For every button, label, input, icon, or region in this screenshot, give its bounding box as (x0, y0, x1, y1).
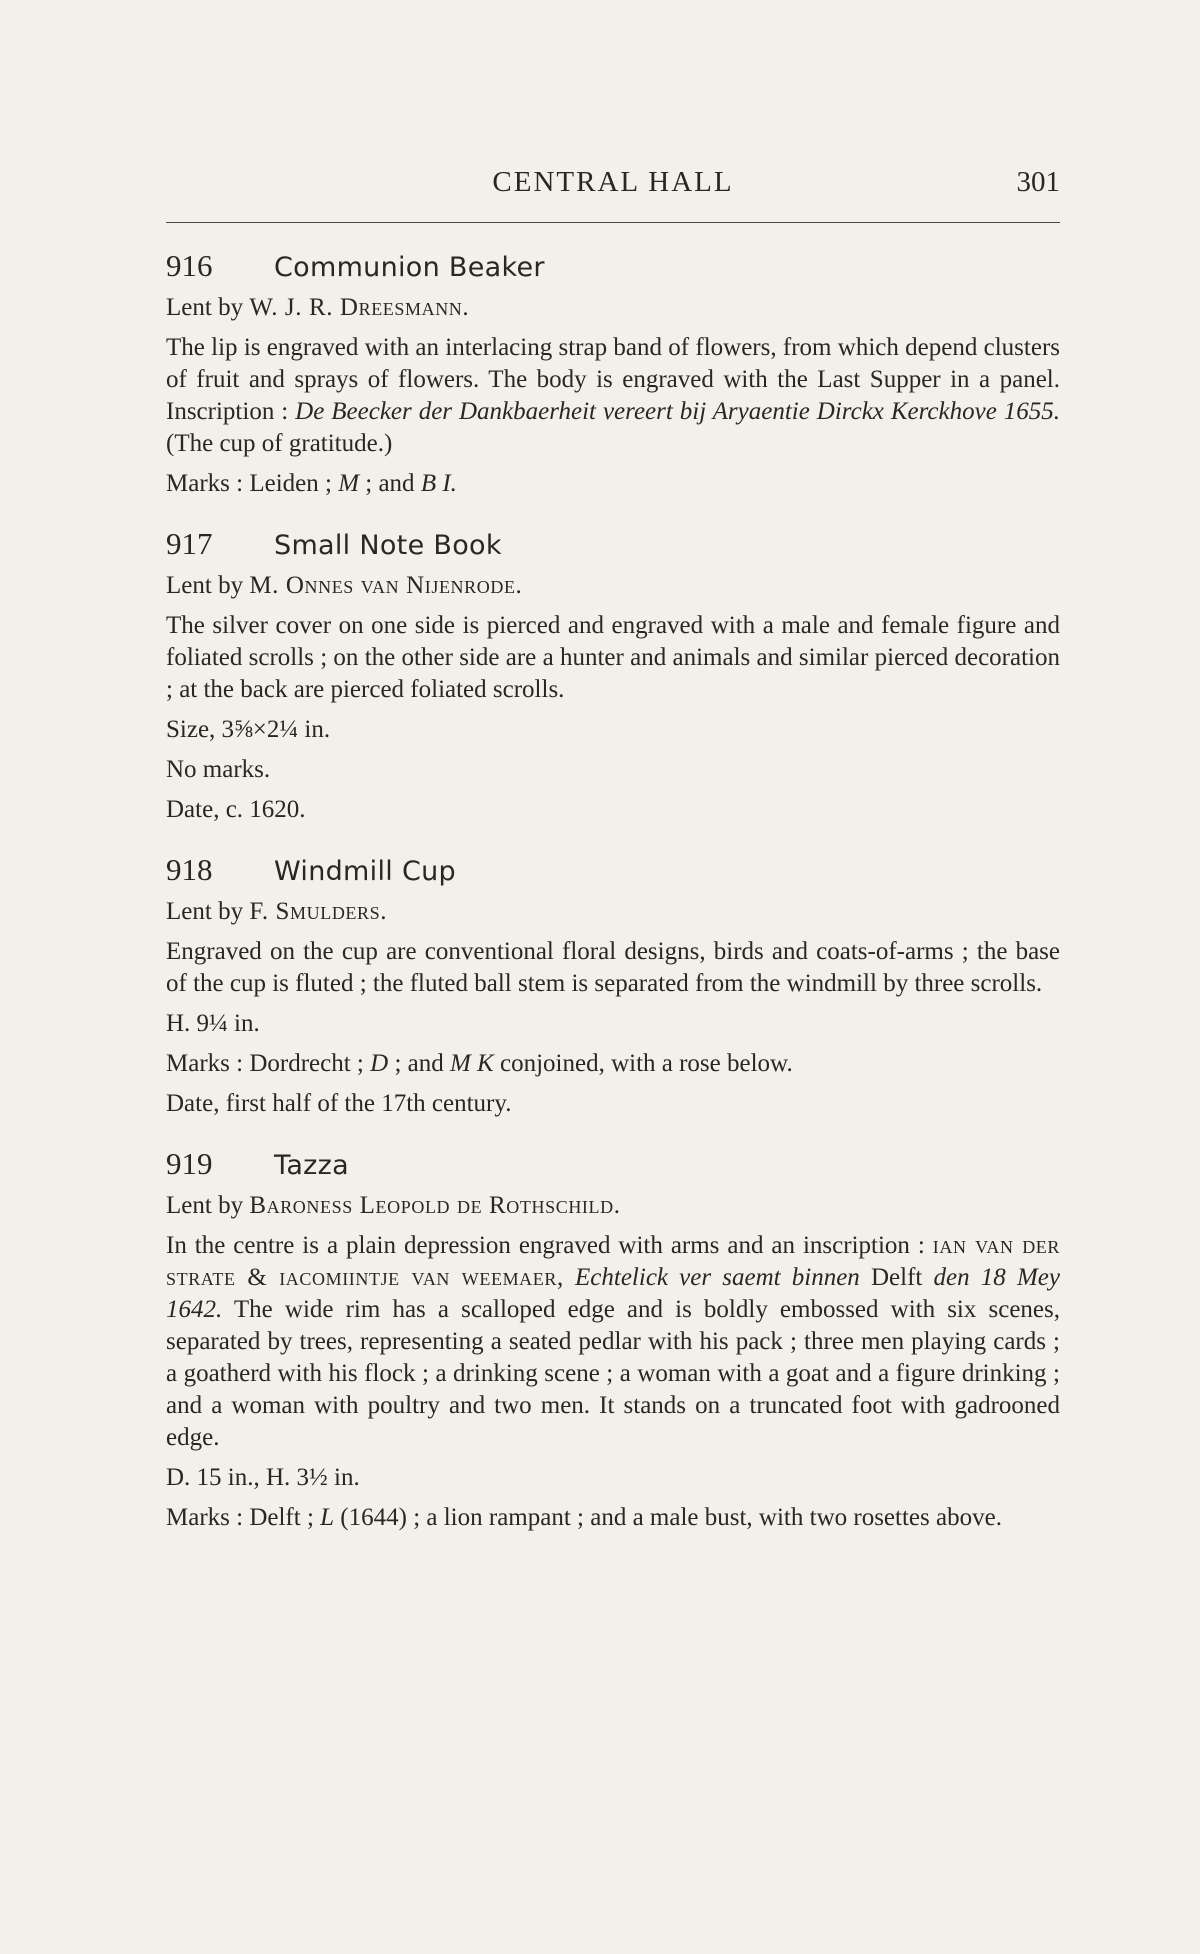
catalogue-entries (166, 246, 1060, 1558)
lender-line (166, 896, 1060, 928)
lender-name: M. Onnes van Nijenrode. (249, 572, 523, 599)
marks-prefix: Marks : Dordrecht ; (166, 1050, 371, 1077)
page-number: 301 (1016, 166, 1060, 198)
marks-prefix: Marks : Leiden ; (166, 470, 339, 497)
entry-description: Engraved on the cup are conventional floral designs, birds and coats-of-arms ; the base of the cup is fluted ; the fluted ball stem is separated from the windmill by three scrolls. (166, 938, 1060, 997)
date-line: Date, first half of the 17th century. (166, 1090, 512, 1117)
marks-line (166, 468, 1060, 500)
mark-initials: B I. (420, 470, 457, 497)
catalogue-entry-918 (166, 850, 1060, 1120)
lender-name: Baroness Leopold de Rothschild. (249, 1192, 621, 1219)
marks-connector: ; and (388, 1050, 450, 1077)
entry-number: 916 (166, 248, 213, 283)
lender-line (166, 570, 1060, 602)
inscription-text: Echtelick ver saemt binnen (563, 1264, 860, 1291)
entry-heading (166, 850, 1060, 892)
lender-name: W. J. R. Dreesmann. (249, 294, 470, 321)
entry-description (166, 332, 1060, 460)
marks-line: No marks. (166, 756, 271, 783)
header-title: CENTRAL HALL (492, 166, 734, 198)
lent-by-label: Lent by (166, 898, 244, 925)
lent-by-label: Lent by (166, 294, 244, 321)
inscription-names: ian van der strate & iacomiintje van weemaer, (166, 1232, 1060, 1291)
inscription-date: den 18 Mey 1642. (166, 1264, 1060, 1323)
mark-letter: D (370, 1050, 389, 1077)
entry-number: 918 (166, 852, 213, 887)
entry-heading (166, 524, 1060, 566)
marks-note: (1644) ; a lion rampant ; and a male bust, with two rosettes above. (334, 1504, 1002, 1531)
entry-title: Communion Beaker (274, 252, 545, 283)
description-text: In the centre is a plain depression engraved with arms and an inscription : (166, 1232, 933, 1259)
size-line: Size, 3⅝×2¼ in. (166, 716, 331, 743)
description-note: (The cup of gratitude.) (166, 430, 393, 457)
date-line: Date, c. 1620. (166, 796, 306, 823)
entry-title: Tazza (274, 1150, 349, 1181)
lender-line (166, 292, 1060, 324)
entry-heading (166, 1144, 1060, 1186)
catalogue-entry-916 (166, 246, 1060, 500)
mark-letter: M (338, 470, 360, 497)
marks-line (166, 1502, 1060, 1534)
lent-by-label: Lent by (166, 1192, 244, 1219)
entry-heading (166, 246, 1060, 288)
description-continued: The wide rim has a scalloped edge and is boldly embossed with six scenes, separated by trees, representing a seated pedlar with his pack ; three men playing cards ; a goatherd with his flock ; a drinking scene ; a woman with a goat and a figure drinking ; and a woman with poultry and two men. It stands on a truncated foot with gadrooned edge. (166, 1296, 1060, 1451)
entry-number: 919 (166, 1146, 213, 1181)
marks-note: conjoined, with a rose below. (493, 1050, 793, 1077)
lender-line (166, 1190, 1060, 1222)
marks-prefix: Marks : Delft ; (166, 1504, 321, 1531)
catalogue-entry-917 (166, 524, 1060, 826)
entry-title: Windmill Cup (274, 856, 456, 887)
mark-letter: L (320, 1504, 335, 1531)
entry-number: 917 (166, 526, 213, 561)
entry-description: The silver cover on one side is pierced and engraved with a male and female figure and foliated scrolls ; on the other side are a hunter and animals and similar pierced decoration ; at the back are pierced foliated scrolls. (166, 612, 1060, 703)
lent-by-label: Lent by (166, 572, 244, 599)
inscription-place: Delft (859, 1264, 934, 1291)
running-header (166, 160, 1060, 223)
marks-line (166, 1048, 1060, 1080)
marks-connector: ; and (359, 470, 421, 497)
entry-title: Small Note Book (274, 530, 502, 561)
dimensions-line: D. 15 in., H. 3½ in. (166, 1464, 360, 1491)
catalogue-entry-919 (166, 1144, 1060, 1534)
height-line: H. 9¼ in. (166, 1010, 260, 1037)
lender-name: F. Smulders. (249, 898, 388, 925)
description-text: The lip is engraved with an interlacing strap band of flowers, from which depend clusters of fruit and sprays of flowers. The body is engraved with the Last Supper in a panel. Inscription : (166, 334, 1060, 425)
entry-description (166, 1230, 1060, 1454)
mark-initials: M K (449, 1050, 494, 1077)
inscription-text: De Beecker der Dankbaerheit vereert bij Aryaentie Dirckx Kerckhove 1655. (295, 398, 1060, 425)
